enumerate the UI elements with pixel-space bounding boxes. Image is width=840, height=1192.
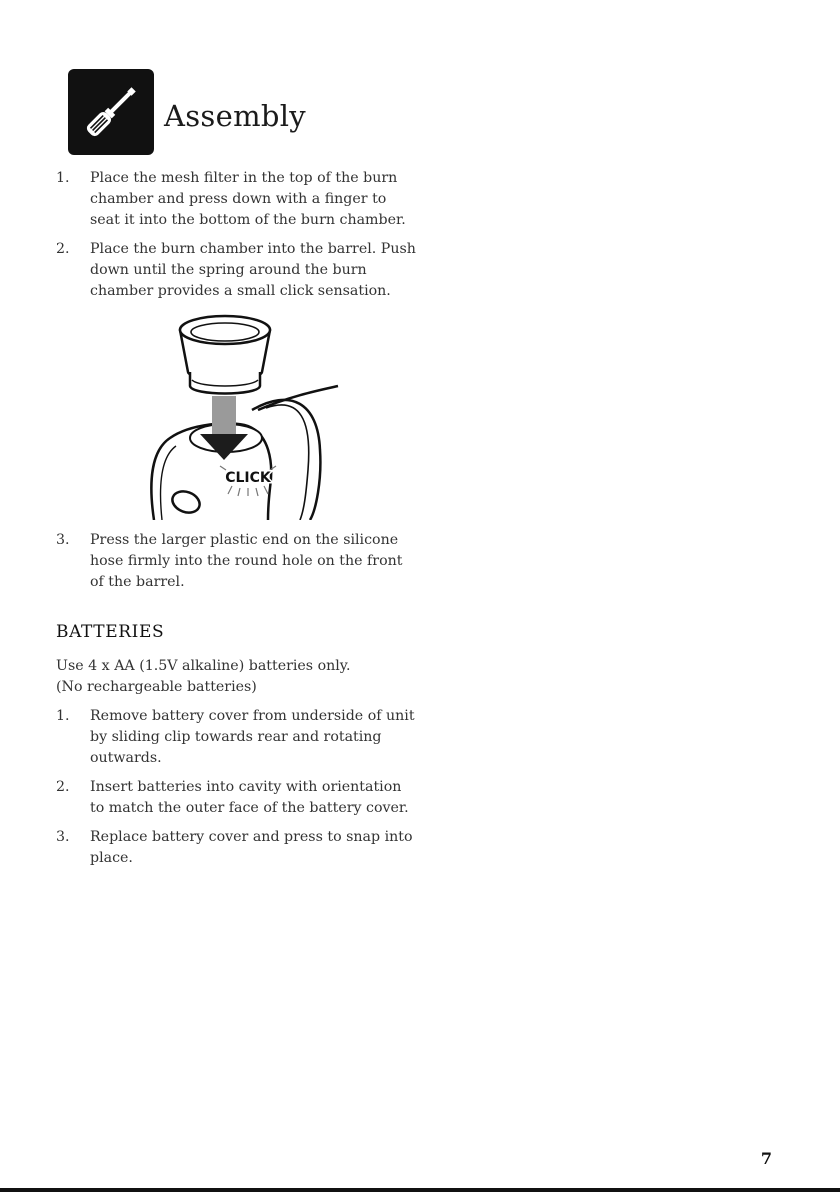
step-number: 3.: [56, 532, 70, 548]
step-text: Remove battery cover from underside of unit by sliding clip towards rear and rotating outwards.: [90, 708, 415, 766]
step-text: Place the burn chamber into the barrel. Push down until the spring around the burn chamber provides a small click sensation.: [90, 241, 416, 299]
step-text: Press the larger plastic end on the silicone hose firmly into the round hole on the front of the barrel.: [90, 532, 403, 590]
title-block: [68, 68, 306, 156]
list-item: [56, 777, 416, 819]
batteries-section: [56, 656, 416, 877]
list-item: [56, 706, 416, 769]
burn-chamber-illustration: [140, 310, 350, 520]
step-number: 1.: [56, 708, 70, 724]
screwdriver-icon: [68, 69, 154, 155]
page-number: 7: [760, 1149, 772, 1168]
click-label: CLICK: [225, 470, 271, 486]
step-number: 3.: [56, 829, 70, 845]
list-item: [56, 530, 416, 593]
batteries-intro-line: (No rechargeable batteries): [56, 679, 257, 695]
step-text: Insert batteries into cavity with orientation to match the outer face of the battery cover.: [90, 779, 409, 816]
assembly-steps-top: [56, 168, 416, 310]
list-item: [56, 827, 416, 869]
assembly-steps-bottom: [56, 530, 416, 601]
step-number: 2.: [56, 241, 70, 257]
list-item: [56, 168, 416, 231]
list-item: [56, 239, 416, 302]
step-number: 1.: [56, 170, 70, 186]
page-title: Assembly: [164, 99, 306, 133]
batteries-intro: [56, 656, 416, 698]
batteries-heading: BATTERIES: [56, 622, 165, 642]
step-text: Replace battery cover and press to snap into place.: [90, 829, 413, 866]
batteries-intro-line: Use 4 x AA (1.5V alkaline) batteries only.: [56, 658, 351, 674]
step-number: 2.: [56, 779, 70, 795]
page-bottom-rule: [0, 1188, 840, 1192]
step-text: Place the mesh filter in the top of the burn chamber and press down with a finger to seat it into the bottom of the burn chamber.: [90, 170, 406, 228]
